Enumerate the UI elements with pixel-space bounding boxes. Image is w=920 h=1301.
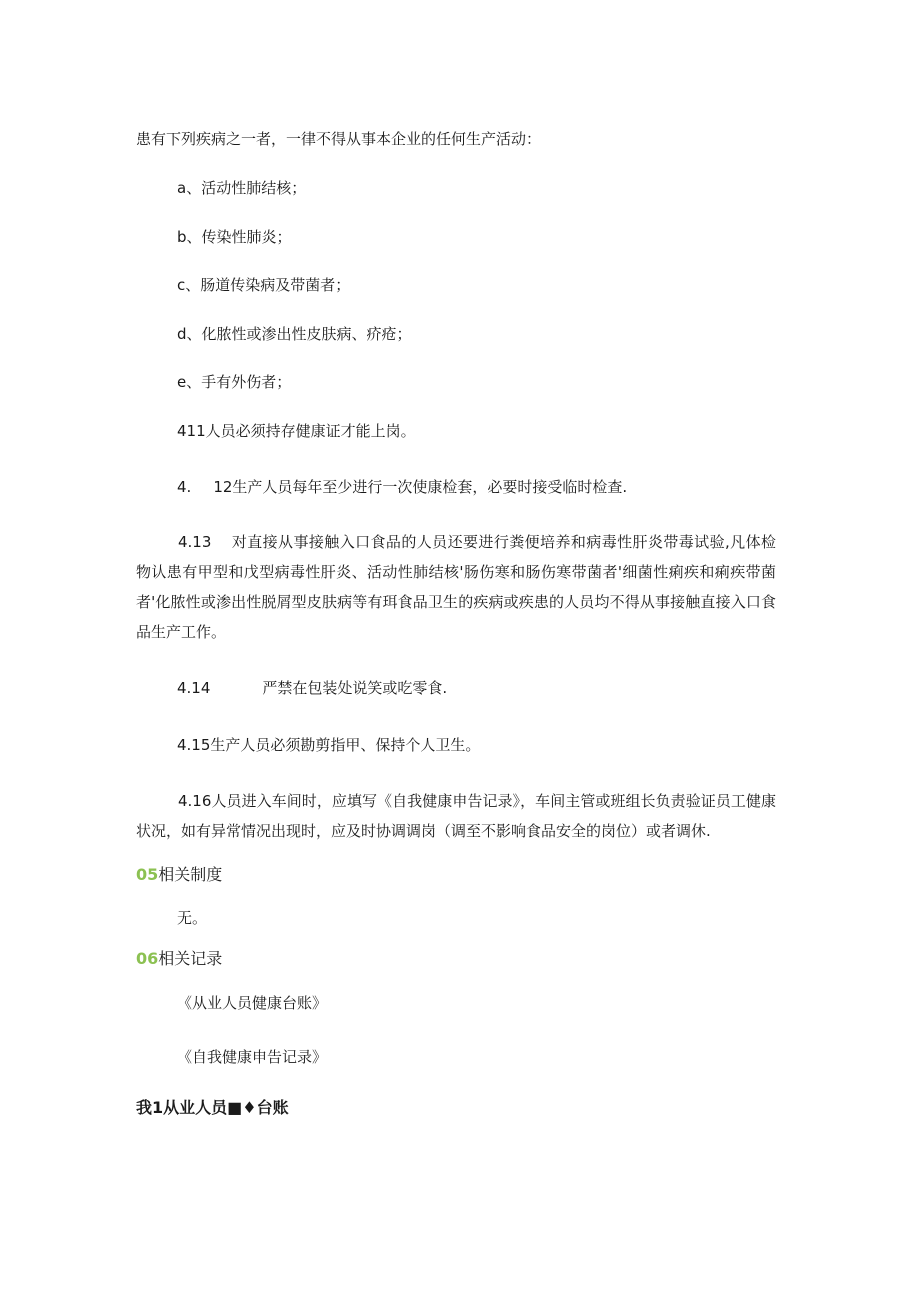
clause-416-text: 4.16人员进入车间时，应填写《自我健康申告记录》，车间主管或班组长负责验证员工健康状况，如有异常情况出现时，应及时协调调岗（调至不影响食品安全的岗位）或者调休. <box>136 792 776 840</box>
clause-412 <box>177 476 627 498</box>
clause-413-text: 对直接从事接触入口食品的人员还要进行粪便培养和病毒性肝炎带毒试验,凡体检物认患有甲型和戊型病毒性肝炎、活动性肺结核'肠伤寒和肠伤寒带菌者'细菌性痢疾和痢疾带菌者'化脓性或渗出性脱屑型皮肤病等有珥食品卫生的疾病或疾患的人员均不得从事接触直接入口食品生产工作。 <box>136 533 776 641</box>
clause-415: 4.15生产人员必须勘剪指甲、保持个人卫生。 <box>177 736 481 754</box>
clause-413 <box>136 527 776 647</box>
section-05-heading <box>136 864 222 886</box>
intro-text: 患有下列疾病之一者，一律不得从事本企业的任何生产活动： <box>136 130 542 148</box>
clause-414-number: 4.14 <box>177 679 211 697</box>
clause-413-number: 4.13 <box>178 533 212 551</box>
record-item: 《自我健康申告记录》 <box>177 1048 328 1066</box>
record-item: 《从业人员健康台账》 <box>177 994 328 1012</box>
clause-416 <box>136 786 776 846</box>
section-05-content: 无。 <box>177 909 208 927</box>
clause-414-text: 严禁在包装处说笑或吃零食. <box>262 679 448 697</box>
clause-414 <box>177 677 447 699</box>
section-06-title: 相关记录 <box>158 949 223 968</box>
clause-412-text: 12生产人员每年至少进行一次使康检套，必要时接受临时检查. <box>213 478 628 496</box>
disease-item-a: a、活动性肺结核； <box>177 179 307 197</box>
clause-412-number: 4. <box>177 478 192 496</box>
table-title: 我1从业人员■♦台账 <box>136 1098 289 1117</box>
section-05-number: 05 <box>136 865 159 884</box>
disease-item-d: d、化脓性或渗出性皮肤病、疥疮； <box>177 325 412 343</box>
disease-item-b: b、传染性肺炎； <box>177 228 292 246</box>
disease-item-c: c、肠道传染病及带菌者； <box>177 276 351 294</box>
section-06-heading <box>136 948 222 970</box>
section-06-number: 06 <box>136 949 159 968</box>
disease-item-e: e、手有外伤者； <box>177 373 292 391</box>
clause-411: 411人员必须持存健康证才能上岗。 <box>177 422 416 440</box>
section-05-title: 相关制度 <box>158 865 223 884</box>
